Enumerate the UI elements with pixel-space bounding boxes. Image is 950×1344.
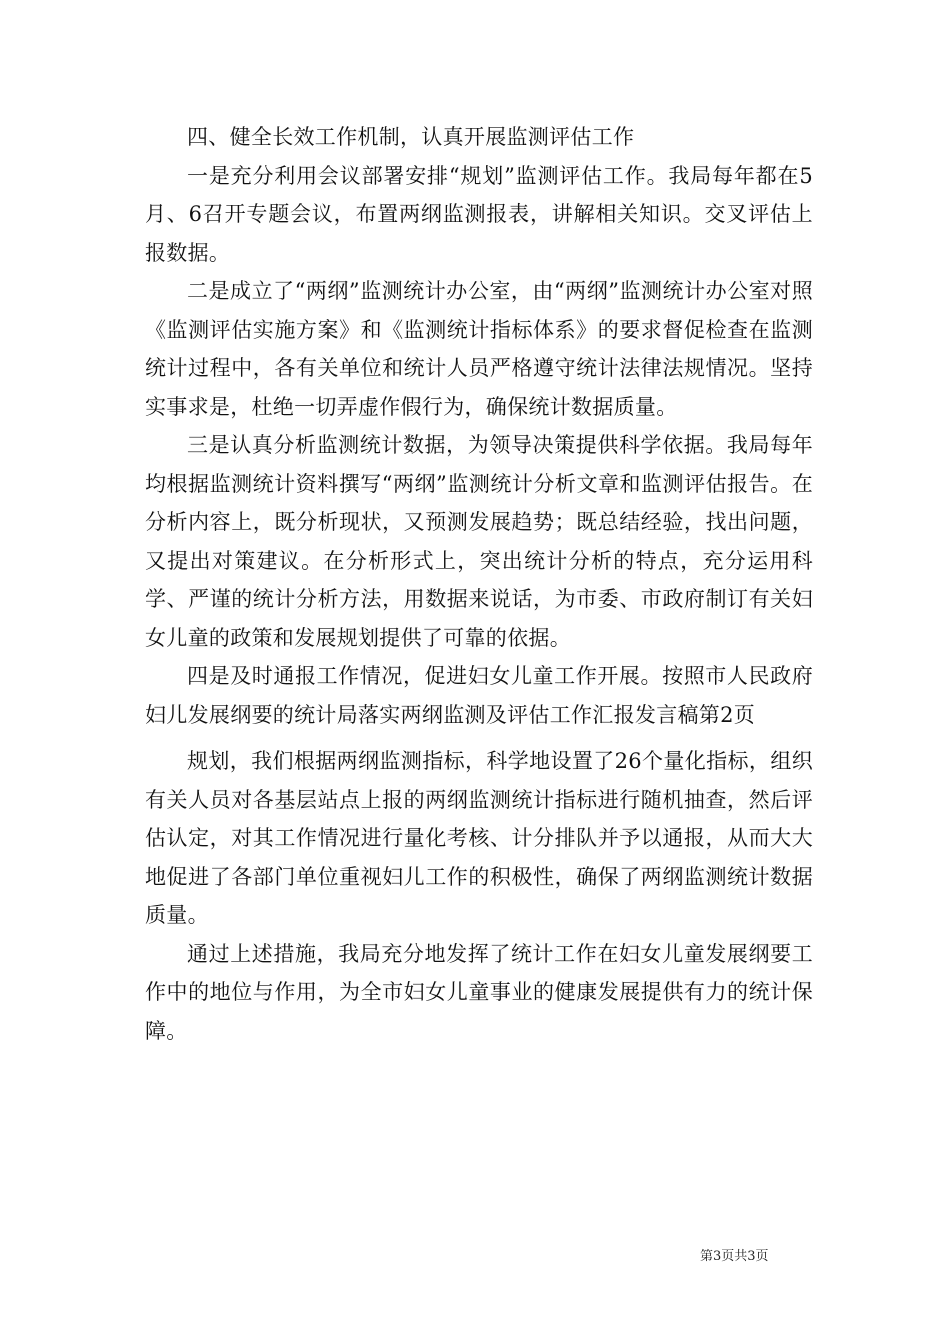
paragraph-3: 三是认真分析监测统计数据，为领导决策提供科学依据。我局每年均根据监测统计资料撰写“两纲”监测统计分析文章和监测评估报告。在分析内容上，既分析现状，又预测发展趋势；既总结经验，找出问题，又提出对策建议。在分析形式上，突出统计分析的特点，充分运用科学、严谨的统计分析方法，用数据来说话，为市委、市政府制订有关妇女儿童的政策和发展规划提供了可靠的依据。 [145, 433, 813, 650]
paragraph-6: 通过上述措施，我局充分地发挥了统计工作在妇女儿童发展纲要工作中的地位与作用，为全市妇女儿童事业的健康发展提供有力的统计保障。 [145, 941, 813, 1043]
paragraph-5: 规划，我们根据两纲监测指标，科学地设置了26个量化指标，组织有关人员对各基层站点上报的两纲监测统计指标进行随机抽查，然后评估认定，对其工作情况进行量化考核、计分排队并予以通报，从而大大地促进了各部门单位重视妇儿工作的积极性，确保了两纲监测统计数据质量。 [145, 749, 813, 927]
document-body [145, 118, 813, 1050]
page-number-footer: 第3页共3页 [700, 1249, 769, 1264]
section-heading: 四、健全长效工作机制，认真开展监测评估工作 [187, 125, 635, 149]
paragraph-1: 一是充分利用会议部署安排“规划”监测评估工作。我局每年都在5月、6召开专题会议，布置两纲监测报表，讲解相关知识。交叉评估上报数据。 [145, 163, 813, 265]
paragraph-2: 二是成立了“两纲”监测统计办公室，由“两纲”监测统计办公室对照《监测评估实施方案》和《监测统计指标体系》的要求督促检查在监测统计过程中，各有关单位和统计人员严格遵守统计法律法规情况。坚持实事求是，杜绝一切弄虚作假行为，确保统计数据质量。 [145, 279, 813, 419]
paragraph-4: 四是及时通报工作情况，促进妇女儿童工作开展。按照市人民政府妇儿发展纲要的统计局落实两纲监测及评估工作汇报发言稿第2页 [145, 664, 813, 727]
